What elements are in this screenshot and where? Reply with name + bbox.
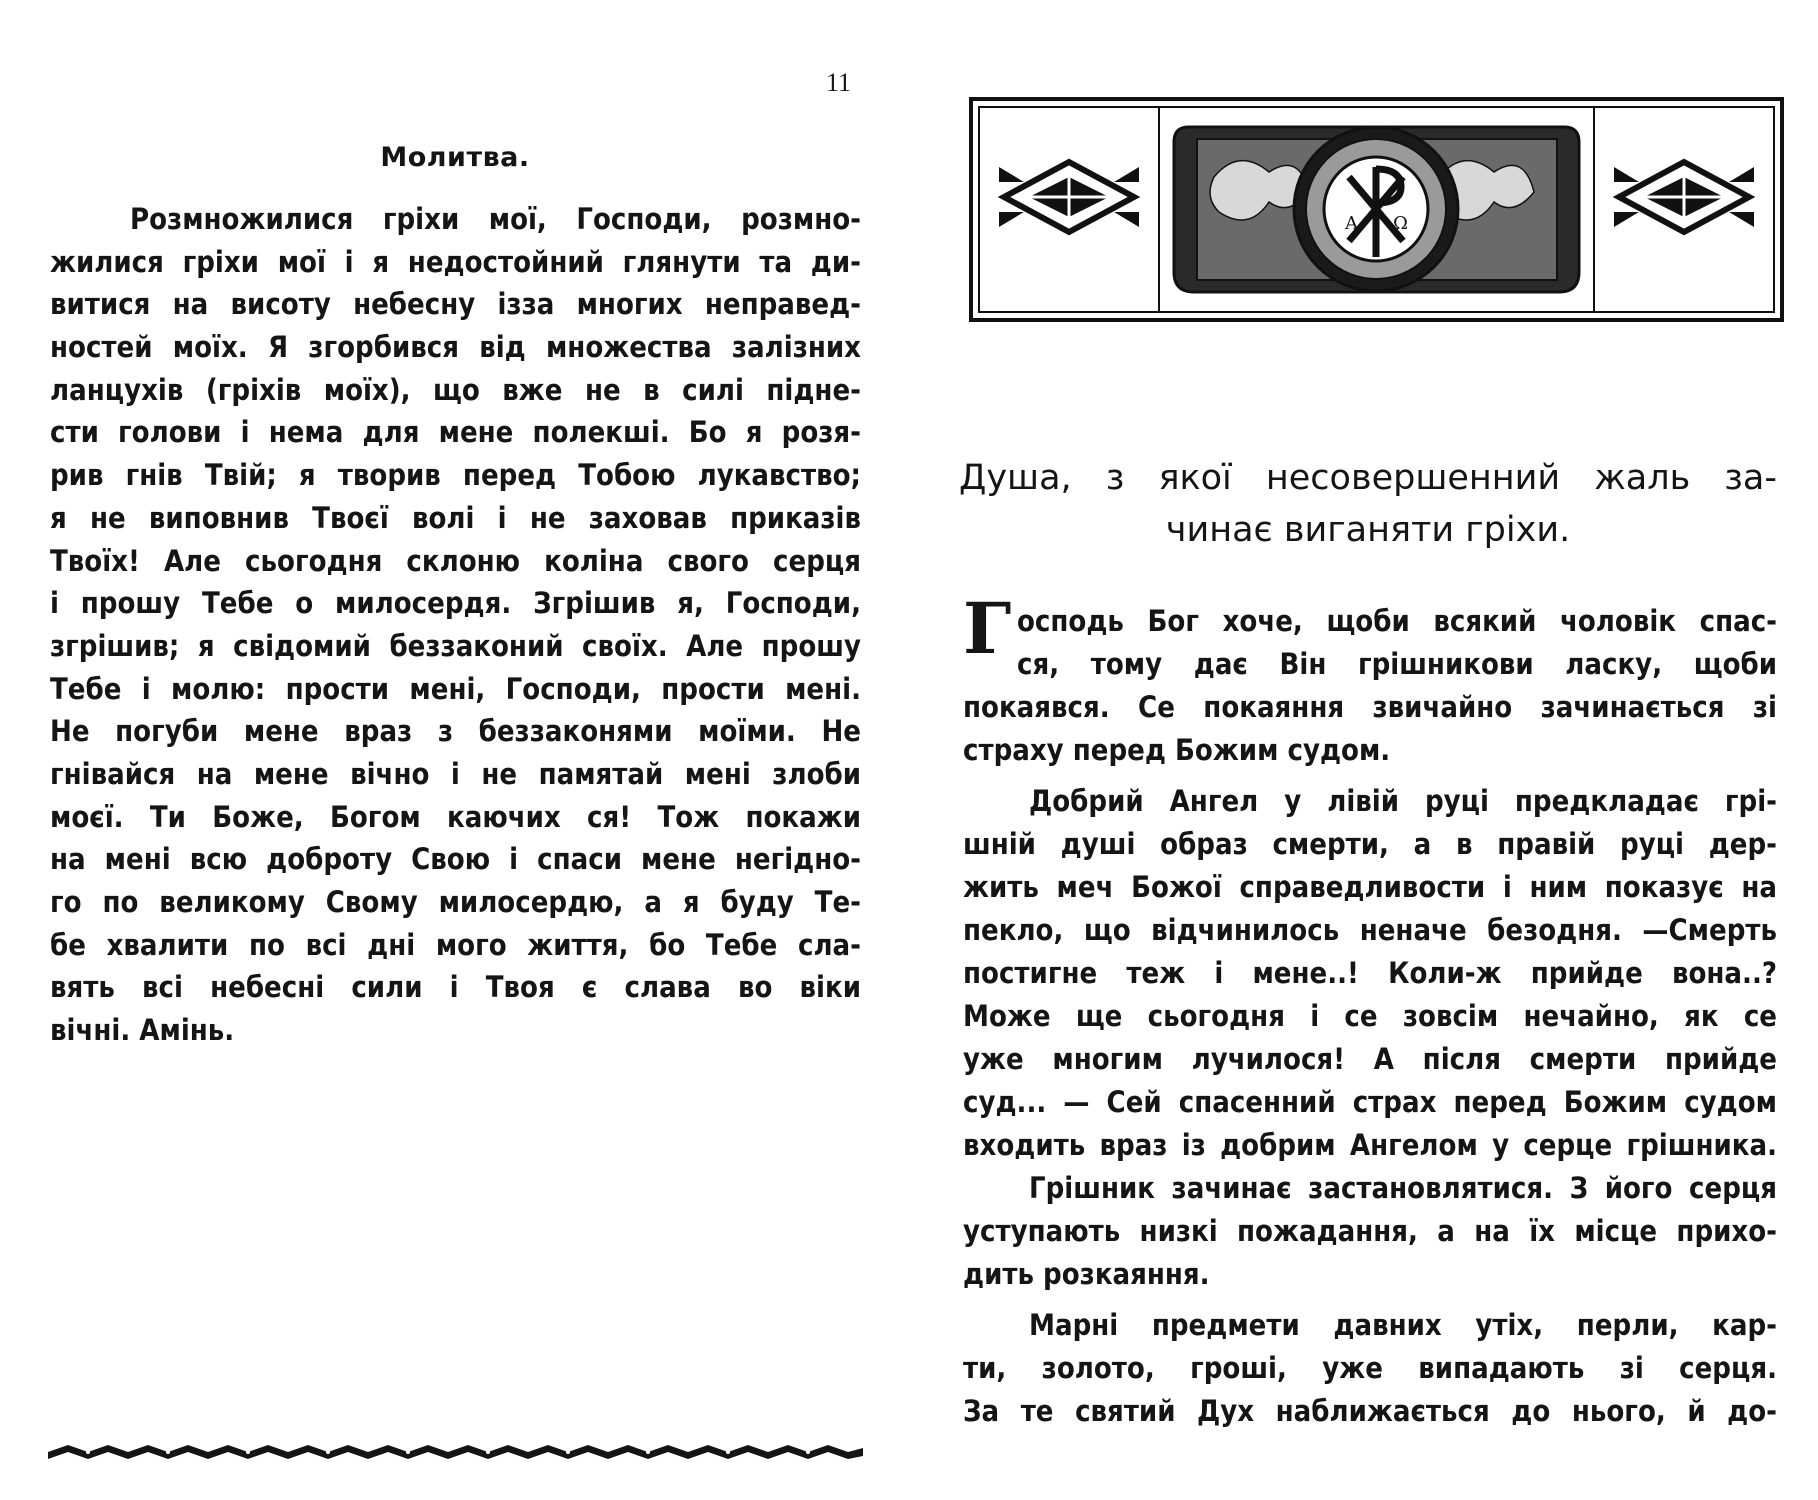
chapter-title-line: чинає виганяти гріхи. [1165, 510, 1571, 550]
prayer-title: Молитва. [380, 142, 530, 173]
text-line: Твоїх! Але сьогодня склоню коліна свого серця [50, 543, 861, 578]
page-number: 11 [826, 68, 852, 97]
text-line: Може ще сьогодня і се зовсім нечайно, як се [963, 999, 1777, 1033]
text-line: на мені всю доброту Свою і спаси мене негідно- [50, 842, 861, 877]
text-line: Марні предмети давних утіх, перли, кар- [1029, 1308, 1777, 1342]
dropcap-paragraph [963, 587, 1777, 772]
text-line: уступають низкі пожадання, а на їх місце прихо- [963, 1214, 1777, 1248]
text-line: Розмножилися гріхи мої, Господи, розмно- [130, 202, 861, 236]
text-line: вічні. Амінь. [50, 1013, 235, 1048]
text-line: сти голови і нема для мене полекші. Бо я розя- [50, 415, 861, 450]
text-line: входить враз із добрим Ангелом у серце грішника. [963, 1128, 1777, 1162]
drop-cap: Г [963, 587, 1012, 670]
text-line: і прошу Тебе о милосердя. Згрішив я, Господи, [50, 586, 861, 621]
text-line: я не виповнив Твоєї волі і не заховав приказів [50, 500, 861, 535]
text-line: рив гнів Твій; я творив перед Тобою лукавство; [50, 458, 861, 493]
text-line: жилися гріхи мої і я недостойний глянути та ди- [50, 244, 861, 279]
text-line: Тебе і молю: прости мені, Господи, прости мені. [50, 671, 861, 706]
right-page [909, 0, 1818, 1500]
text-line: За те святий Дух наближається до нього, й до- [963, 1394, 1777, 1428]
text-line: гнівайся на мене вічно і не памятай мені злоби [50, 756, 861, 791]
prayer-text [50, 198, 861, 1052]
text-line: суд... — Сей спасенний страх перед Божим судом [963, 1085, 1777, 1119]
text-line: постигне теж і мене..! Коли-ж прийде вона..? [963, 956, 1777, 990]
text-line: Добрий Ангел у лівій руці предкладає грі- [1029, 784, 1777, 818]
text-line: покаявся. Се покаяння звичайно зачинається зі [963, 690, 1777, 724]
text-line: пекло, що відчинилось неначе безодня. —Смерть [963, 913, 1777, 947]
text-line: страху перед Божим судом. [963, 733, 1391, 767]
svg-text:Ω: Ω [1393, 213, 1408, 234]
text-line: ся, тому дає Він грішникови ласку, щоби [1017, 647, 1777, 681]
chapter-title-line: Душа, з якої несовершенний жаль за- [959, 458, 1777, 498]
text-line: згрішив; я свідомий беззаконий своїх. Але прошу [50, 628, 861, 663]
text-line: дить розкаяння. [963, 1257, 1210, 1291]
text-line: осподь Бог хоче, щоби всякий чоловік спас- [1017, 604, 1777, 638]
text-line: ти, золото, гроші, уже випадають зі серця. [963, 1351, 1777, 1385]
text-line: го по великому Свому милосердю, а я буду Те- [50, 885, 861, 919]
decorative-border [48, 1442, 863, 1462]
text-line: Не погуби мене враз з беззаконями моїми. Не [50, 714, 861, 749]
text-line: уже многим лучилося! А після смерти прийде [963, 1042, 1777, 1076]
text-line: ностей моїх. Я згорбився від множества залізних [50, 330, 861, 365]
text-line: бе хвалити по всі дні мого життя, бо Тебе сла- [50, 927, 861, 962]
text-line: вять всі небесні сили і Твоя є слава во віки [50, 970, 861, 1005]
text-line: моєї. Ти Боже, Богом каючих ся! Тож покажи [50, 799, 861, 834]
text-line: жить меч Божої справедливости і ним показує на [963, 870, 1777, 904]
text-line: ланцухів (гріхів моїх), що вже не в силі підне- [50, 372, 861, 407]
svg-text:A: A [1345, 213, 1358, 234]
text-line: витися на висоту небесну ізза многих неправед- [50, 287, 861, 322]
text-line: Грішник зачинає застановлятися. З його серця [1029, 1171, 1777, 1205]
chi-rho-header-ornament [969, 97, 1784, 322]
central-cartouche [1174, 127, 1579, 292]
chapter-title [959, 452, 1777, 556]
chapter-text [963, 587, 1777, 1433]
text-line: шній душі образ смерти, а в правій руці дер- [963, 827, 1777, 861]
